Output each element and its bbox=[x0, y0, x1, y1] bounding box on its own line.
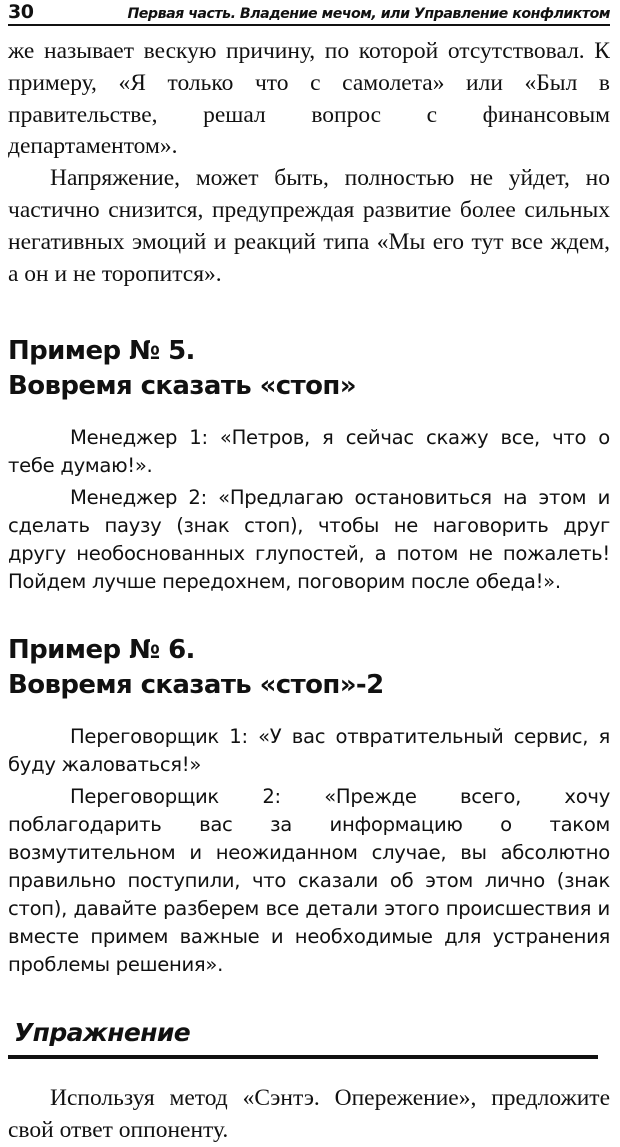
example-6-number: Пример № 6. bbox=[8, 635, 195, 666]
example-5-line-1: Менеджер 1: «Петров, я сейчас скажу все, что о тебе думаю!». bbox=[8, 426, 610, 478]
example-5-heading bbox=[8, 334, 610, 404]
intro-section bbox=[8, 36, 610, 290]
exercise-text: Используя метод «Сэнтэ. Опережение», предложите свой ответ оппоненту. bbox=[8, 1085, 610, 1144]
running-title: Первая часть. Владение мечом, или Управление конфликтом bbox=[127, 6, 610, 22]
intro-paragraph-1: же называет вескую причину, по которой отсутствовал. К примеру, «Я только что с самолета» или «Был в правительстве, решал вопрос с финансовым департаментом». bbox=[8, 38, 610, 160]
example-6-line-2: Переговорщик 2: «Прежде всего, хочу поблагодарить вас за информацию о таком возмутительном и неожиданном случае, вы абсолютно правильно поступили, что сказали об этом лично (знак стоп), давайте разберем все детали этого происшествия и вместе примем важные и необходимые для устранения проблемы решения». bbox=[8, 785, 610, 977]
running-header bbox=[8, 2, 610, 26]
exercise-heading: Упражнение bbox=[14, 1018, 191, 1048]
exercise-divider bbox=[8, 1055, 598, 1059]
page-number: 30 bbox=[8, 1, 34, 23]
example-6-title: Вовремя сказать «стоп»-2 bbox=[8, 670, 384, 701]
example-5-line-2: Менеджер 2: «Предлагаю остановиться на этом и сделать паузу (знак стоп), чтобы не наговорить друг другу необоснованных глупостей, а потом не пожалеть! Пойдем лучше передохнем, поговорим после обеда!». bbox=[8, 486, 610, 594]
example-5-title: Вовремя сказать «стоп» bbox=[8, 371, 356, 402]
example-5-number: Пример № 5. bbox=[8, 336, 195, 367]
intro-paragraph-2: Напряжение, может быть, полностью не уйдет, но частично снизится, предупреждая развитие более сильных негативных эмоций и реакций типа «Мы его тут все ждем, а он и не торопится». bbox=[8, 165, 610, 287]
example-6-heading bbox=[8, 633, 610, 703]
example-5-dialog bbox=[8, 424, 610, 596]
example-6-dialog bbox=[8, 723, 610, 979]
example-6-line-1: Переговорщик 1: «У вас отвратительный сервис, я буду жаловаться!» bbox=[8, 725, 610, 777]
